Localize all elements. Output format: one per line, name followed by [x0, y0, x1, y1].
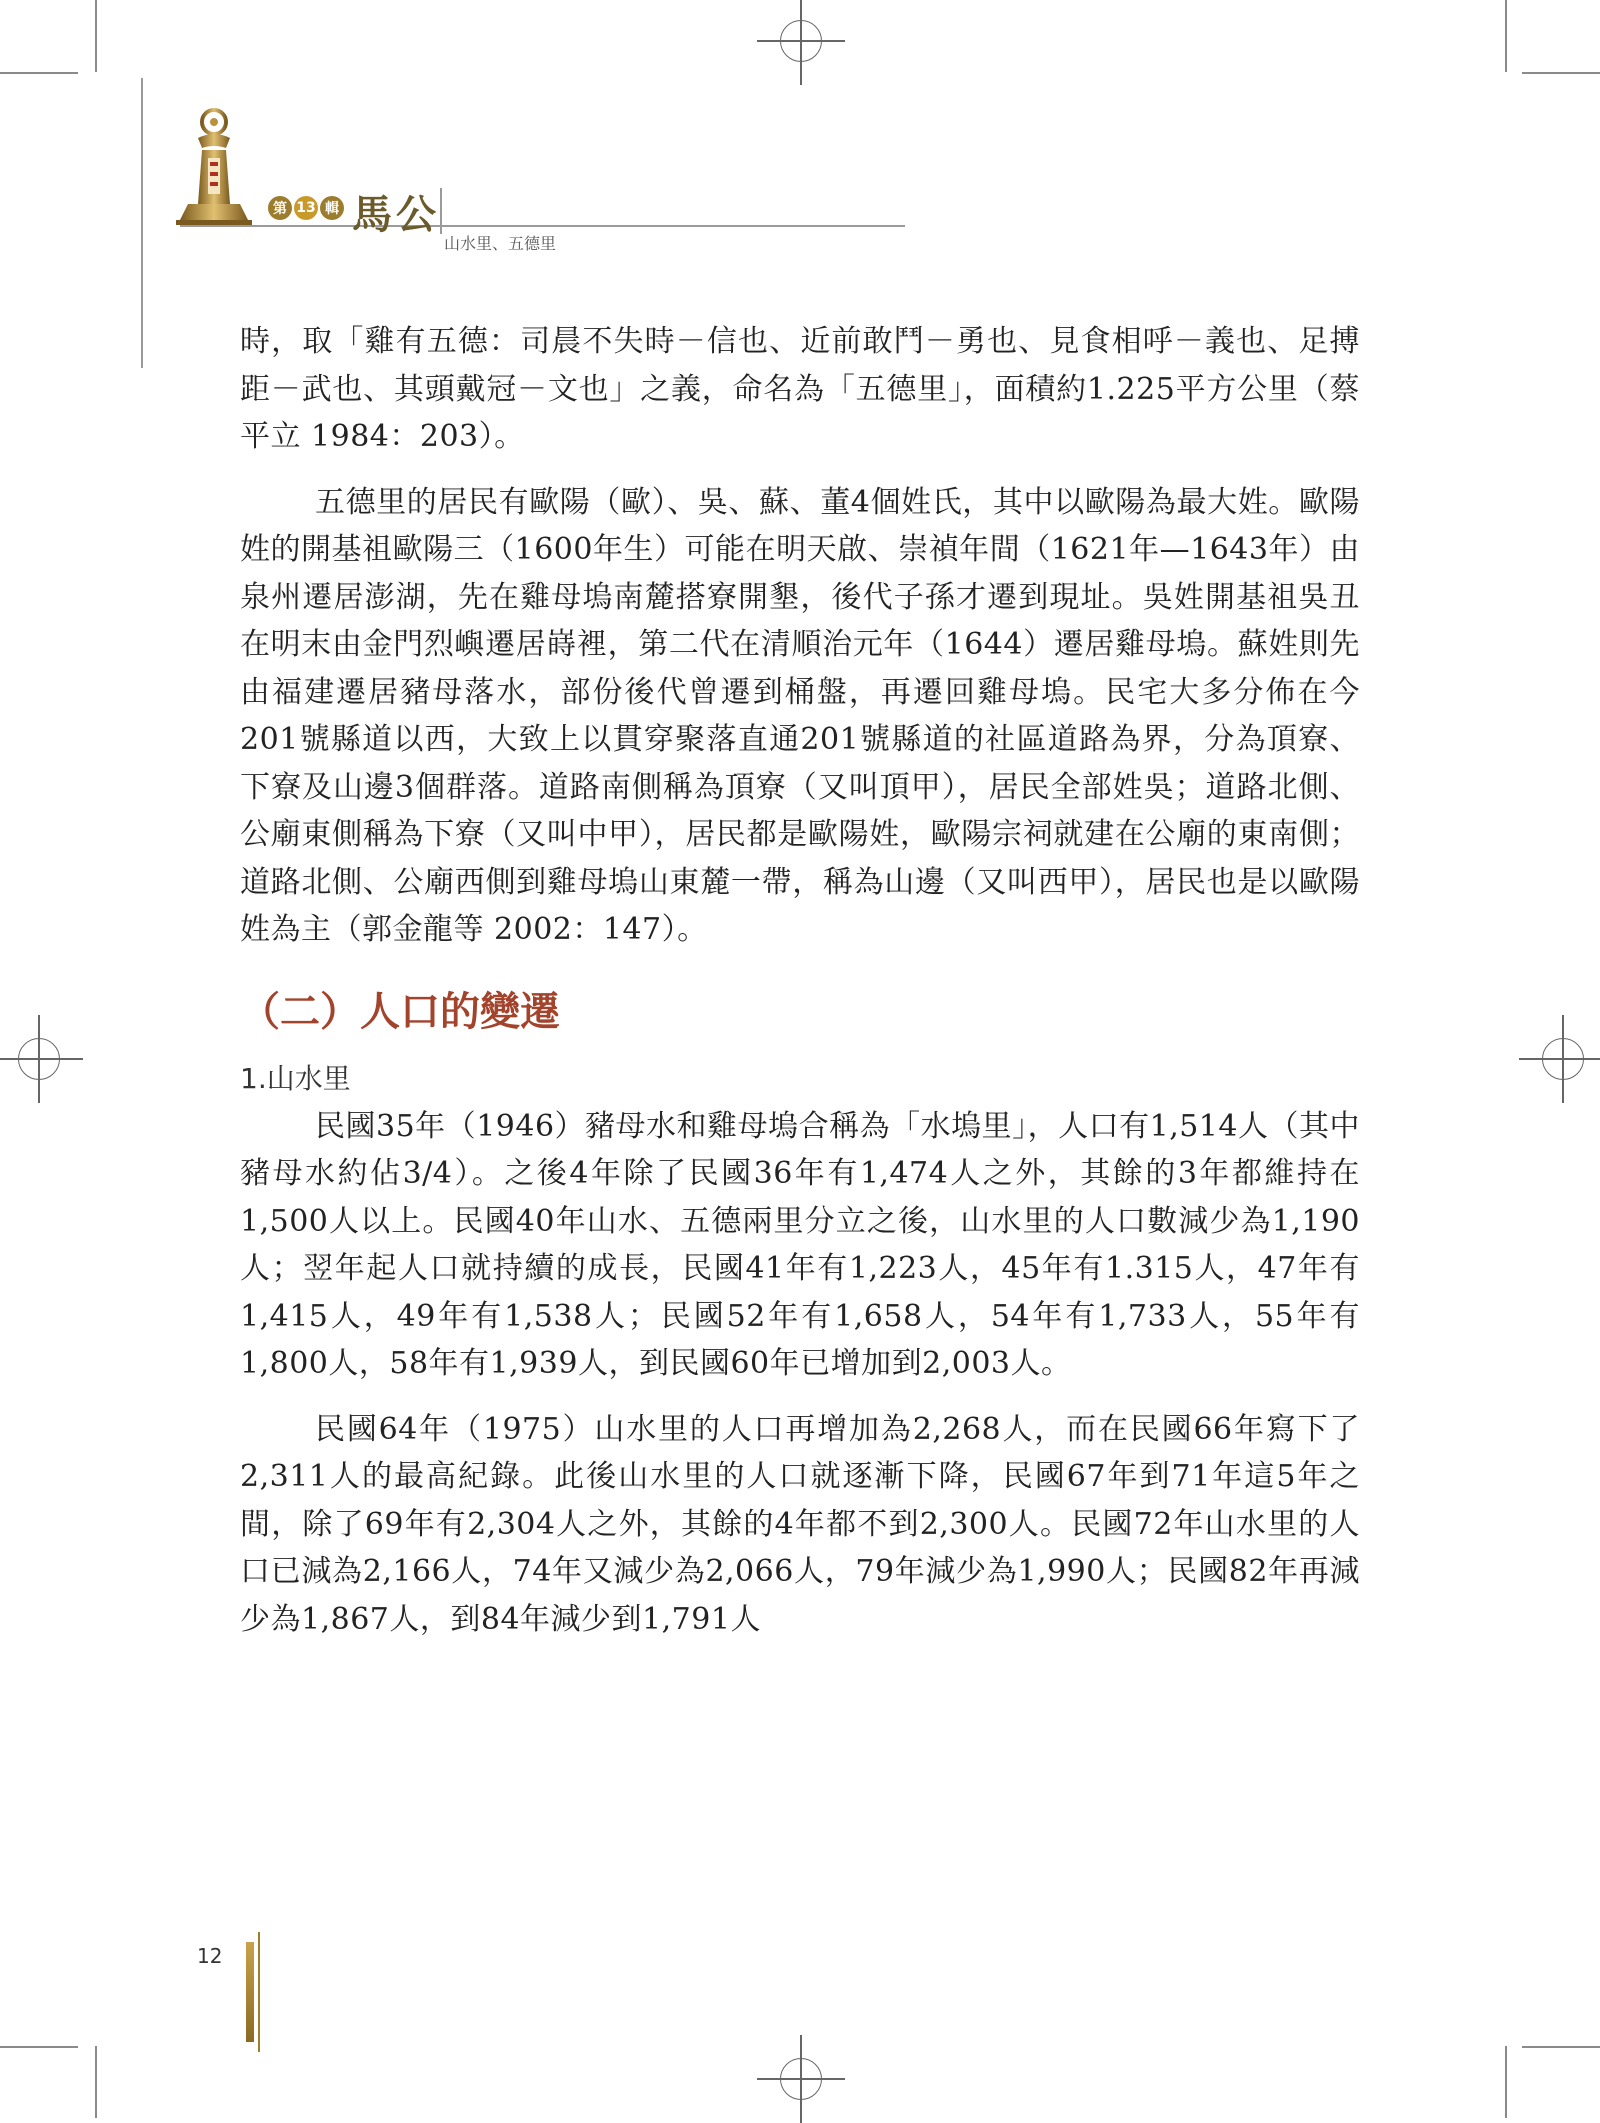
volume-badge: [268, 196, 344, 220]
page-number: 12: [197, 1944, 223, 1968]
crop-mark: [95, 2046, 97, 2118]
crop-mark: [0, 72, 78, 74]
volume-number: 13: [294, 196, 318, 220]
paragraph: 民國64年（1975）山水里的人口再增加為2,268人，而在民國66年寫下了2,311人的最高紀錄。此後山水里的人口就逐漸下降，民國67年到71年這5年之間，除了69年有2,304人之外，其餘的4年都不到2,300人。民國72年山水里的人口已減為2,166人，74年又減少為2,066人，79年減少為1,990人；民國82年再減少為1,867人，到84年減少到1,791人: [240, 1411, 1360, 1637]
crop-mark: [1522, 2046, 1600, 2048]
volume-prefix: 第: [268, 196, 292, 220]
section-heading: （二）人口的變遷: [240, 988, 560, 1035]
registration-mark-icon: [1542, 1038, 1584, 1080]
registration-mark-icon: [18, 1038, 60, 1080]
trophy-icon: [168, 108, 260, 226]
footer-gold-rule: [258, 1932, 260, 2052]
header-rule: [180, 225, 905, 227]
crop-mark: [1505, 2046, 1507, 2118]
header-vertical-rule: [141, 78, 143, 368]
volume-suffix: 輯: [320, 196, 344, 220]
crop-mark: [95, 0, 97, 72]
footer-gold-bar: [246, 1942, 254, 2042]
crop-mark: [1505, 0, 1507, 72]
crop-mark: [0, 2046, 78, 2048]
paragraph: 時，取「雞有五德：司晨不失時－信也、近前敢鬥－勇也、見食相呼－義也、足搏距－武也、其頭戴冠－文也」之義，命名為「五德里」，面積約1.225平方公里（蔡平立 1984：203）。: [240, 324, 1360, 454]
running-head: 山水里、五德里: [444, 234, 557, 253]
paragraph: 五德里的居民有歐陽（歐）、吳、蘇、董4個姓氏，其中以歐陽為最大姓。歐陽姓的開基祖歐陽三（1600年生）可能在明天啟、崇禎年間（1621年—1643年）由泉州遷居澎湖，先在雞母塢南麓搭寮開墾，後代子孫才遷到現址。吳姓開基祖吳丑在明末由金門烈嶼遷居嵵裡，第二代在清順治元年（1644）遷居雞母塢。蘇姓則先由福建遷居豬母落水，部份後代曾遷到桶盤，再遷回雞母塢。民宅大多分佈在今201號縣道以西，大致上以貫穿聚落直通201號縣道的社區道路為界，分為頂寮、下寮及山邊3個群落。道路南側稱為頂寮（又叫頂甲），居民全部姓吳；道路北側、公廟東側稱為下寮（又叫中甲），居民都是歐陽姓，歐陽宗祠就建在公廟的東南側；道路北側、公廟西側到雞母塢山東麓一帶，稱為山邊（又叫西甲），居民也是以歐陽姓為主（郭金龍等 2002：147）。: [240, 484, 1360, 947]
subsection-heading: 1.山水里: [240, 1061, 351, 1095]
registration-mark-icon: [780, 2058, 822, 2100]
crop-mark: [1522, 72, 1600, 74]
page-content: [240, 318, 1360, 1661]
header-divider: [440, 188, 442, 234]
series-title: 馬公: [352, 191, 440, 238]
registration-mark-icon: [780, 20, 822, 62]
paragraph: 民國35年（1946）豬母水和雞母塢合稱為「水塢里」，人口有1,514人（其中豬母水約佔3/4）。之後4年除了民國36年有1,474人之外，其餘的3年都維持在1,500人以上。民國40年山水、五德兩里分立之後，山水里的人口數減少為1,190人；翌年起人口就持續的成長，民國41年有1,223人，45年有1.315人，47年有1,415人，49年有1,538人；民國52年有1,658人，54年有1,733人，55年有1,800人，58年有1,939人，到民國60年已增加到2,003人。: [240, 1108, 1360, 1381]
